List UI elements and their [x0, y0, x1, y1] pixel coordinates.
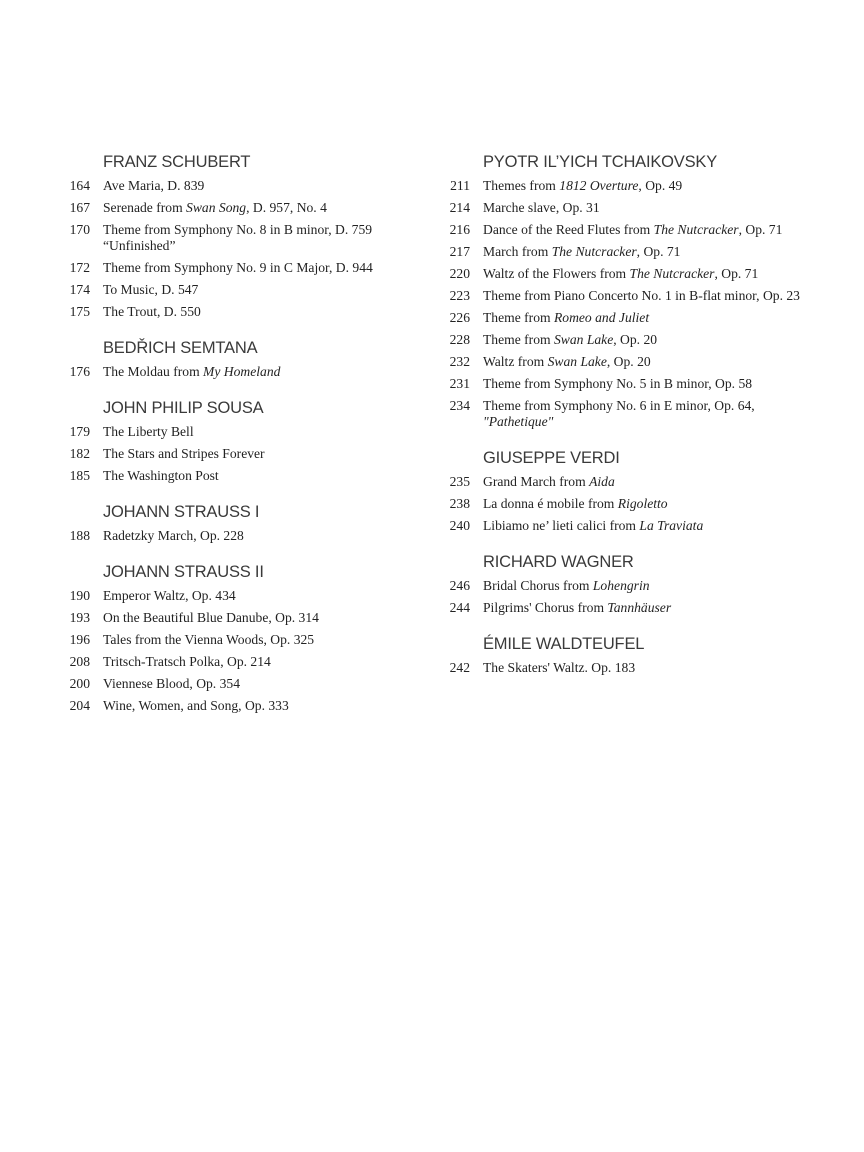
piece-title: March from The Nutcracker, Op. 71 [483, 244, 681, 259]
contents-entry [66, 698, 426, 714]
contents-column-right [446, 152, 846, 694]
composer-section [446, 634, 846, 676]
page-number: 164 [69, 178, 90, 193]
contents-entry [66, 610, 426, 626]
contents-entry [446, 354, 846, 370]
piece-title: Bridal Chorus from Lohengrin [483, 578, 650, 593]
contents-entry [446, 578, 846, 594]
contents-entry [66, 528, 426, 544]
contents-entry [446, 266, 846, 282]
contents-entry [66, 468, 426, 484]
page-number: 238 [449, 496, 470, 511]
contents-column-left [66, 152, 426, 732]
contents-entry [446, 376, 846, 392]
page-number: 211 [450, 178, 470, 193]
page-number: 196 [69, 632, 90, 647]
page-number: 185 [69, 468, 90, 483]
contents-entry [446, 332, 846, 348]
piece-title: Theme from Swan Lake, Op. 20 [483, 332, 658, 347]
contents-entry [446, 310, 846, 326]
composer-heading: JOHANN STRAUSS I [103, 503, 260, 521]
piece-title: Dance of the Reed Flutes from The Nutcracker, Op. 71 [483, 222, 783, 237]
composer-heading: PYOTR IL’YICH TCHAIKOVSKY [483, 153, 718, 171]
page-number: 235 [449, 474, 470, 489]
piece-title: To Music, D. 547 [103, 282, 199, 297]
piece-title: Theme from Symphony No. 5 in B minor, Op. 58 [483, 376, 753, 391]
piece-title: The Moldau from My Homeland [103, 364, 281, 379]
composer-section [66, 562, 426, 714]
page-number: 190 [69, 588, 90, 603]
contents-entry [446, 660, 846, 676]
piece-title: Theme from Symphony No. 8 in B minor, D. 759 “Unfinished” [103, 222, 373, 253]
piece-title: Theme from Symphony No. 6 in E minor, Op. 64, "Pathetique" [483, 398, 755, 429]
page-number: 220 [449, 266, 470, 281]
contents-entry [446, 600, 846, 616]
contents-entry [66, 632, 426, 648]
piece-title: La donna é mobile from Rigoletto [483, 496, 668, 511]
page-number: 188 [69, 528, 90, 543]
page-number: 223 [449, 288, 470, 303]
piece-title: Waltz from Swan Lake, Op. 20 [483, 354, 651, 369]
contents-entry [66, 424, 426, 440]
composer-heading: JOHN PHILIP SOUSA [103, 399, 264, 417]
page-number: 226 [449, 310, 470, 325]
contents-entry [66, 200, 426, 216]
composer-heading: FRANZ SCHUBERT [103, 153, 251, 171]
contents-entry [446, 288, 846, 304]
page-number: 232 [449, 354, 470, 369]
piece-title: The Trout, D. 550 [103, 304, 201, 319]
composer-heading: JOHANN STRAUSS II [103, 563, 264, 581]
piece-title: On the Beautiful Blue Danube, Op. 314 [103, 610, 319, 625]
piece-title: Grand March from Aida [483, 474, 615, 489]
piece-title: Serenade from Swan Song, D. 957, No. 4 [103, 200, 327, 215]
piece-title: The Washington Post [103, 468, 219, 483]
piece-title: The Skaters' Waltz. Op. 183 [483, 660, 636, 675]
contents-entry [66, 654, 426, 670]
page-number: 228 [449, 332, 470, 347]
piece-title: Theme from Piano Concerto No. 1 in B-flat minor, Op. 23 [483, 288, 800, 303]
composer-heading: ÉMILE WALDTEUFEL [483, 635, 645, 653]
contents-entry [66, 304, 426, 320]
piece-title: Emperor Waltz, Op. 434 [103, 588, 236, 603]
contents-entry [446, 398, 846, 430]
contents-entry [446, 222, 846, 238]
page-number: 234 [449, 398, 470, 413]
piece-title: Libiamo ne’ lieti calici from La Traviata [483, 518, 704, 533]
contents-entry [66, 222, 426, 254]
contents-entry [446, 200, 846, 216]
page-number: 244 [449, 600, 470, 615]
composer-section [66, 502, 426, 544]
contents-entry [446, 178, 846, 194]
page-number: 231 [449, 376, 470, 391]
page-number: 182 [69, 446, 90, 461]
piece-title: Pilgrims' Chorus from Tannhäuser [483, 600, 672, 615]
page-number: 172 [69, 260, 90, 275]
contents-entry [446, 518, 846, 534]
piece-title: Theme from Romeo and Juliet [483, 310, 650, 325]
page-number: 200 [69, 676, 90, 691]
contents-entry [446, 244, 846, 260]
piece-title: Tritsch-Tratsch Polka, Op. 214 [103, 654, 271, 669]
contents-entry [66, 446, 426, 462]
composer-section [66, 338, 426, 380]
composer-section [66, 398, 426, 484]
page-number: 175 [69, 304, 90, 319]
page-number: 174 [69, 282, 90, 297]
page-number: 242 [449, 660, 470, 675]
composer-heading: BEDŘICH SEMTANA [103, 339, 258, 357]
piece-title: Theme from Symphony No. 9 in C Major, D. 944 [103, 260, 373, 275]
piece-title: Marche slave, Op. 31 [483, 200, 600, 215]
contents-entry [446, 474, 846, 490]
page-number: 204 [69, 698, 90, 713]
piece-title: The Stars and Stripes Forever [103, 446, 265, 461]
page-number: 214 [449, 200, 470, 215]
page-number: 208 [69, 654, 90, 669]
page-number: 246 [449, 578, 470, 593]
composer-section [446, 152, 846, 430]
page-number: 170 [69, 222, 90, 237]
page-number: 176 [69, 364, 90, 379]
piece-title: The Liberty Bell [103, 424, 194, 439]
page-number: 167 [69, 200, 90, 215]
contents-entry [66, 282, 426, 298]
composer-section [66, 152, 426, 320]
piece-title: Themes from 1812 Overture, Op. 49 [483, 178, 683, 193]
composer-heading: GIUSEPPE VERDI [483, 449, 620, 467]
piece-title: Waltz of the Flowers from The Nutcracker, Op. 71 [483, 266, 759, 281]
piece-title: Tales from the Vienna Woods, Op. 325 [103, 632, 315, 647]
contents-entry [66, 676, 426, 692]
piece-title: Viennese Blood, Op. 354 [103, 676, 240, 691]
contents-entry [66, 588, 426, 604]
composer-section [446, 552, 846, 616]
page-number: 216 [449, 222, 470, 237]
contents-entry [66, 178, 426, 194]
piece-title: Radetzky March, Op. 228 [103, 528, 244, 543]
piece-title: Ave Maria, D. 839 [103, 178, 205, 193]
page-number: 179 [69, 424, 90, 439]
contents-entry [446, 496, 846, 512]
composer-section [446, 448, 846, 534]
contents-entry [66, 364, 426, 380]
contents-entry [66, 260, 426, 276]
piece-title: Wine, Women, and Song, Op. 333 [103, 698, 289, 713]
page-number: 240 [449, 518, 470, 533]
page-number: 217 [449, 244, 470, 259]
page-number: 193 [69, 610, 90, 625]
composer-heading: RICHARD WAGNER [483, 553, 634, 571]
